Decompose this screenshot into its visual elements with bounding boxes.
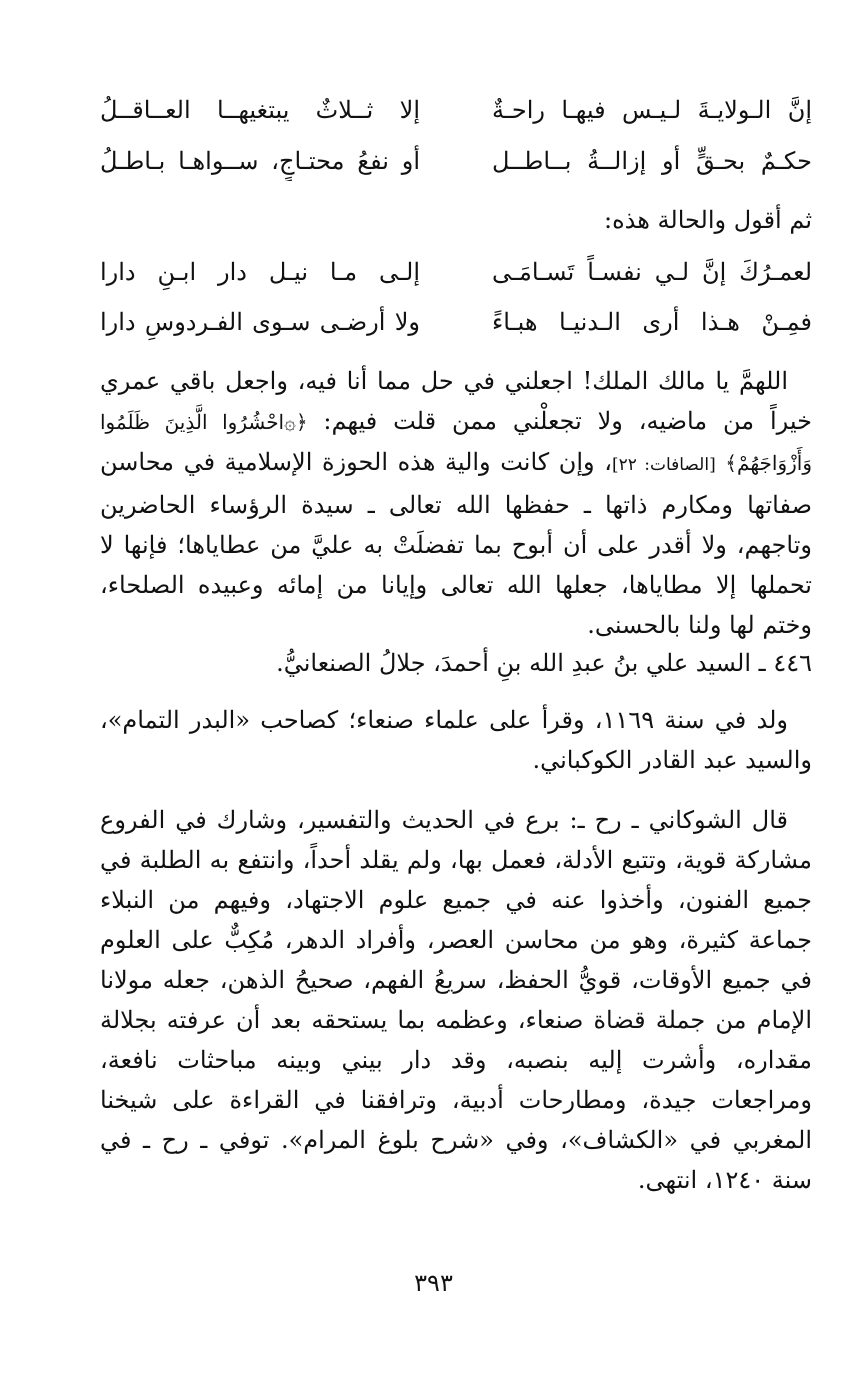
verse-line <box>100 302 812 342</box>
birth-paragraph <box>100 700 812 780</box>
verse-second-hemistich: إلـى مـا نيـل دار ابـنِ دارا <box>100 258 420 286</box>
birth-text: ولد في سنة ١١٦٩، وقرأ على علماء صنعاء؛ كصاحب «البدر التمام»، والسيد عبد القادر الكوكباني. <box>100 706 812 774</box>
biography-text: قال الشوكاني ـ رح ـ: برع في الحديث والتفسير، وشارك في الفروع مشاركة قوية، وتتبع الأدلة، فعمل بها، ولم يقلد أحداً، وانتفع به الطلبة في جميع الفنون، وأخذوا عنه في جميع علوم الاجتهاد، وفيهم من النبلاء جماعة كثيرة، وهو من محاسن العصر، وأفراد الدهر، مُكِبٌّ على العلوم في جميع الأوقات، قويُّ الحفظ، سريعُ الفهم، صحيحُ الذهن، جعله مولانا الإمام من جملة قضاة صنعاء، وعظمه بما يستحقه بعد أن عرفته بجلالة مقداره، وأشرت إليه بنصبه، وقد دار بيني وبينه مباحثات نافعة، ومراجعات جيدة، ومطارحات أدبية، وترافقنا في القراءة على شيخنا المغربي في «الكشاف»، وفي «شرح بلوغ المرام». توفي ـ رح ـ في سنة ١٢٤٠، انتهى. <box>100 806 812 1194</box>
verse-second-hemistich: إلا ثــلاثٌ يبتغيهــا العــاقــلُ <box>100 96 420 124</box>
prayer-text: اللهمَّ يا مالك الملك! اجعلني في حل مما أنا فيه، واجعل باقي عمري خيراً من ماضيه، ولا تجعلْني ممن قلت فيهم: <box>100 367 812 435</box>
quran-verse: ۞احْشُرُوا الَّذِينَ ظَلَمُوا وَأَزْوَاجَهُمْ <box>100 410 812 475</box>
verse-second-hemistich: أو نفعُ محتـاجٍ، ســواهـا بـاطـلُ <box>100 147 420 175</box>
prayer-continuation: ، وإن كانت والية هذه الحوزة الإسلامية في محاسن صفاتها ومكارم ذاتها ـ حفظها الله تعالى ـ سيدة الرؤساء الحاضرين وتاجهم، ولا أقدر على أن أبوح بما تفضلَتْ به عليَّ من عطاياها؛ فإنها لا تحملها إلا مطاياها، جعلها الله تعالى وإيانا من إمائه وعبيده الصلحاء، وختم لها ولنا بالحسنى. <box>100 448 812 639</box>
prayer-paragraph <box>100 361 812 645</box>
quran-open-bracket: ﴿ <box>295 410 308 434</box>
verse-second-hemistich: ولا أرضـى سـوى الفـردوسِ دارا <box>100 308 420 336</box>
intro-line: ثم أقول والحالة هذه: <box>604 206 812 234</box>
page-number: ٣٩٣ <box>414 1269 453 1297</box>
verse-line <box>100 141 812 181</box>
biography-paragraph <box>100 800 812 1200</box>
quran-close-bracket: ﴾ <box>725 451 738 475</box>
entry-heading: ٤٤٦ ـ السيد علي بنُ عبدِ الله بنِ أحمدَ، جلالُ الصنعانيُّ. <box>276 649 812 677</box>
verse-first-hemistich: لعمـرُكَ إنَّ لـي نفسـاً تَسـامَـى <box>492 258 812 286</box>
verse-line <box>100 252 812 292</box>
verse-first-hemistich: إنَّ الـولايـةَ لـيـس فيهـا راحـةٌ <box>492 96 812 124</box>
verse-first-hemistich: حكـمٌ بحـقٍّ أو إزالــةُ بــاطــل <box>492 147 812 175</box>
verse-first-hemistich: فمِـنْ هـذا أرى الـدنيـا هبـاءً <box>492 308 812 336</box>
quran-reference: [الصافات: ٢٢] <box>611 455 716 475</box>
verse-line <box>100 90 812 130</box>
